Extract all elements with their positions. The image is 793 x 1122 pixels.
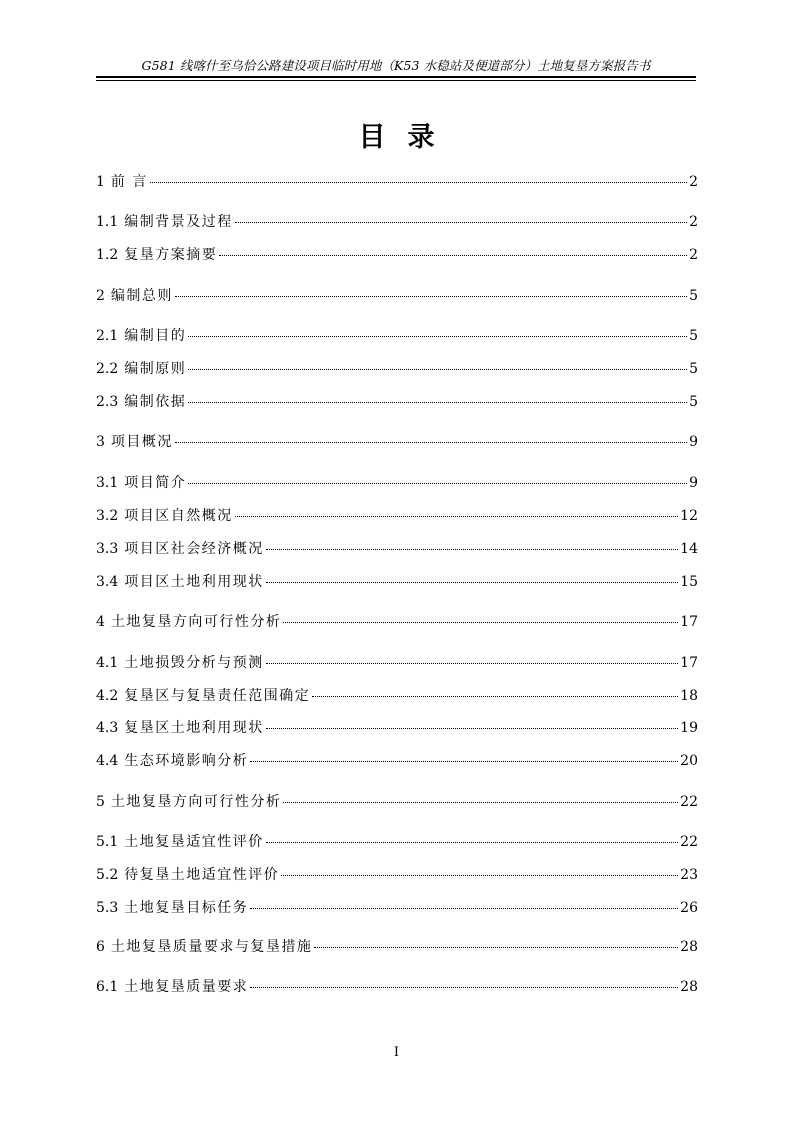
toc-entry-page: 2 xyxy=(689,214,698,230)
toc-entry-number: 4.2 xyxy=(96,688,119,704)
toc-entry-number: 6 xyxy=(96,939,105,955)
toc-leader-dots xyxy=(250,761,678,762)
toc-entry-page: 18 xyxy=(680,688,698,704)
toc-entry-page: 19 xyxy=(680,720,698,736)
toc-entry-number: 2 xyxy=(96,288,105,304)
toc-leader-dots xyxy=(188,483,687,484)
toc-entry[interactable] xyxy=(96,539,698,559)
toc-entry-page: 22 xyxy=(680,834,698,850)
toc-entry-page: 22 xyxy=(680,794,698,810)
toc-entry[interactable] xyxy=(96,572,698,592)
toc-leader-dots xyxy=(175,296,687,297)
toc-leader-dots xyxy=(250,987,678,988)
toc-entry[interactable] xyxy=(96,898,698,918)
toc-entry[interactable] xyxy=(96,937,698,957)
toc-entry-number: 4.3 xyxy=(96,720,119,736)
toc-entry-number: 5.2 xyxy=(96,867,119,883)
toc-entry-page: 5 xyxy=(689,328,698,344)
toc-entry-page: 14 xyxy=(680,541,698,557)
toc-entry-number: 3.4 xyxy=(96,574,119,590)
toc-entry[interactable] xyxy=(96,326,698,346)
toc-leader-dots xyxy=(219,255,687,256)
toc-entry[interactable] xyxy=(96,792,698,812)
toc-entry[interactable] xyxy=(96,612,698,632)
toc-entry-title: 土地复垦质量要求 xyxy=(124,979,249,995)
toc-entry-number: 1 xyxy=(96,174,105,190)
toc-entry-title: 复垦方案摘要 xyxy=(124,247,218,263)
toc-entry-number: 1.1 xyxy=(96,214,119,230)
toc-entry-page: 9 xyxy=(689,434,698,450)
toc-entry-number: 6.1 xyxy=(96,979,119,995)
toc-entry-number: 4.4 xyxy=(96,753,119,769)
toc-entry[interactable] xyxy=(96,172,698,192)
toc-entry[interactable] xyxy=(96,977,698,997)
toc-entry-page: 23 xyxy=(680,867,698,883)
toc-entry-title: 编制依据 xyxy=(124,394,187,410)
toc-entry-title: 编制原则 xyxy=(124,361,187,377)
toc-entry[interactable] xyxy=(96,865,698,885)
toc-title: 目录 xyxy=(358,122,457,153)
toc-leader-dots xyxy=(266,582,678,583)
toc-entry-page: 17 xyxy=(680,655,698,671)
toc-entry-title: 复垦区与复垦责任范围确定 xyxy=(124,688,311,704)
toc-entry-number: 5 xyxy=(96,794,105,810)
toc-entry-number: 3.2 xyxy=(96,508,119,524)
toc-entry-page: 28 xyxy=(680,939,698,955)
toc-entry-title: 项目概况 xyxy=(110,434,173,450)
running-header: G581 线喀什至乌恰公路建设项目临时用地（K53 水稳站及便道部分）土地复垦方案报告书 xyxy=(141,58,651,73)
page-number: I xyxy=(393,1045,400,1060)
toc-entry-page: 9 xyxy=(689,475,698,491)
toc-leader-dots xyxy=(283,802,678,803)
toc-entry-page: 20 xyxy=(680,753,698,769)
toc-entry-page: 5 xyxy=(689,394,698,410)
toc-entry-title: 土地复垦目标任务 xyxy=(124,900,249,916)
toc-entry[interactable] xyxy=(96,359,698,379)
toc-entry[interactable] xyxy=(96,473,698,493)
toc-entry-title: 土地复垦方向可行性分析 xyxy=(110,794,282,810)
toc-entry-title: 生态环境影响分析 xyxy=(124,753,249,769)
toc-entry-title: 编制背景及过程 xyxy=(124,214,233,230)
toc-leader-dots xyxy=(188,369,687,370)
toc-entry[interactable] xyxy=(96,686,698,706)
toc-entry-number: 5.3 xyxy=(96,900,119,916)
toc-entry-page: 12 xyxy=(680,508,698,524)
toc-entry-title: 土地复垦方向可行性分析 xyxy=(110,614,282,630)
toc-leader-dots xyxy=(175,442,687,443)
toc-entry-page: 5 xyxy=(689,288,698,304)
toc-entry-page: 15 xyxy=(680,574,698,590)
toc-entry-title: 复垦区土地利用现状 xyxy=(124,720,264,736)
toc-entry[interactable] xyxy=(96,212,698,232)
toc-entry-number: 3 xyxy=(96,434,105,450)
toc-entry[interactable] xyxy=(96,506,698,526)
toc-leader-dots xyxy=(235,516,678,517)
toc-leader-dots xyxy=(250,908,678,909)
toc-entry-page: 2 xyxy=(689,247,698,263)
toc-entry-title: 项目区社会经济概况 xyxy=(124,541,264,557)
toc-entry-title: 土地复垦适宜性评价 xyxy=(124,834,264,850)
toc-leader-dots xyxy=(312,696,678,697)
toc-entry[interactable] xyxy=(96,392,698,412)
toc-entry-number: 2.1 xyxy=(96,328,119,344)
toc-entry-title: 项目区土地利用现状 xyxy=(124,574,264,590)
toc-leader-dots xyxy=(188,336,687,337)
toc-entry-title: 项目简介 xyxy=(124,475,187,491)
toc-entry[interactable] xyxy=(96,718,698,738)
toc-entry-title: 编制目的 xyxy=(124,328,187,344)
toc-entry-title: 土地损毁分析与预测 xyxy=(124,655,264,671)
toc-leader-dots xyxy=(188,402,687,403)
toc-entry-page: 17 xyxy=(680,614,698,630)
toc-entry[interactable] xyxy=(96,286,698,306)
toc-leader-dots xyxy=(266,842,678,843)
toc-entry-title: 前 言 xyxy=(110,174,148,190)
toc-entry-page: 26 xyxy=(680,900,698,916)
toc-leader-dots xyxy=(150,182,687,183)
toc-entry-title: 待复垦土地适宜性评价 xyxy=(124,867,280,883)
toc-entry[interactable] xyxy=(96,832,698,852)
toc-entry[interactable] xyxy=(96,432,698,452)
toc-entry-number: 3.3 xyxy=(96,541,119,557)
toc-entry-number: 3.1 xyxy=(96,475,119,491)
toc-entry-number: 2.2 xyxy=(96,361,119,377)
toc-leader-dots xyxy=(283,622,678,623)
toc-leader-dots xyxy=(266,728,678,729)
toc-entry-number: 4 xyxy=(96,614,105,630)
toc-entry-number: 5.1 xyxy=(96,834,119,850)
toc-entry-page: 28 xyxy=(680,979,698,995)
toc-entry-page: 2 xyxy=(689,174,698,190)
toc-entry-page: 5 xyxy=(689,361,698,377)
toc-entry-title: 土地复垦质量要求与复垦措施 xyxy=(110,939,313,955)
toc-entry[interactable] xyxy=(96,653,698,673)
toc-leader-dots xyxy=(266,663,678,664)
toc-leader-dots xyxy=(314,947,678,948)
toc-entry-title: 编制总则 xyxy=(110,288,173,304)
table-of-contents xyxy=(96,0,698,1000)
toc-entry[interactable] xyxy=(96,751,698,771)
toc-leader-dots xyxy=(281,875,678,876)
toc-entry-number: 1.2 xyxy=(96,247,119,263)
toc-leader-dots xyxy=(266,549,678,550)
toc-entry[interactable] xyxy=(96,245,698,265)
toc-entry-number: 2.3 xyxy=(96,394,119,410)
toc-entry-number: 4.1 xyxy=(96,655,119,671)
toc-entry-title: 项目区自然概况 xyxy=(124,508,233,524)
toc-leader-dots xyxy=(235,222,687,223)
